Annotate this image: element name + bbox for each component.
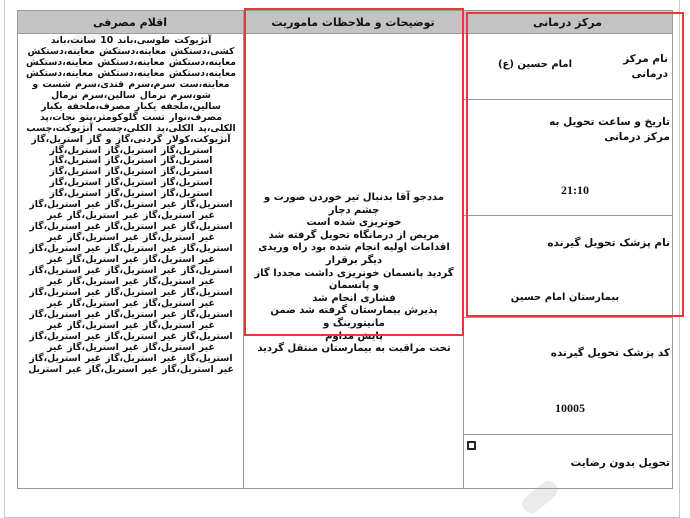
medical-center-name-label: نام مرکز درمانی: [623, 53, 668, 80]
row-divider: [463, 317, 672, 318]
physician-code-label: کد پزشک تحویل گیرنده: [550, 347, 670, 359]
notes-line: پذیرش بیمارستان گرفته شد ضمن مانیتورینگ و: [270, 305, 438, 329]
notes-line: پایش مداوم: [325, 330, 383, 342]
column-header-consumables: اقلام مصرفی: [17, 11, 243, 33]
delivery-without-consent-checkbox[interactable]: [467, 441, 476, 450]
row-divider: [463, 434, 672, 435]
column-divider-1: [243, 10, 244, 489]
table-border-bottom: [17, 488, 672, 489]
row-divider: [463, 99, 672, 100]
notes-line: مریض از درمانگاه تحویل گرفته شد: [268, 229, 440, 241]
notes-line: اقدامات اولیه انجام شده بود راه وریدی دیگر برقرار: [258, 242, 450, 266]
notes-line: گردید پانسمان خونریزی داشت مجددا گاز و پانسمان: [254, 267, 454, 292]
notes-line: فشاری انجام شد: [312, 292, 396, 304]
delivery-without-consent-label: تحویل بدون رضایت: [570, 457, 670, 469]
physician-code-value: 10005: [555, 401, 585, 415]
column-header-mission-notes: توضیحات و ملاحظات ماموریت: [243, 11, 463, 33]
table-border-header-bottom: [17, 33, 672, 34]
delivery-datetime-label: تاریخ و ساعت تحویل به مرکز درمانی: [549, 116, 670, 143]
receiving-physician-label: نام پزشک تحویل گیرنده: [547, 237, 670, 249]
receiving-physician-value: بیمارستان امام حسین: [510, 292, 620, 303]
column-divider-2: [463, 10, 464, 489]
table-border-left: [17, 10, 18, 489]
row-divider: [463, 215, 672, 216]
notes-line: تحت مراقبت به بیمارستان منتقل گردید: [257, 343, 451, 355]
notes-line: مددجو آقا بدنبال تیر خوردن صورت و چشم دچار: [264, 192, 444, 216]
mission-notes-text: [250, 192, 458, 356]
table-border-right: [672, 10, 673, 489]
column-header-medical-center: مرکز درمانی: [463, 11, 672, 33]
medical-center-name-value: امام حسین (ع): [497, 59, 573, 70]
notes-line: خونریزی شده است: [306, 217, 402, 229]
delivery-time-value: 21:10: [561, 183, 589, 197]
consumables-list: آنژیوکت طوسی،باند 10 سانت،باند کشی،دستکش معاینه،دستکش معاینه،دستکش معاینه،دستکش معاینه،دستکش معاینه،دستکش معاینه،دستکش معاینه،دستکش معاینه،دستکش معاینه،ست سرم،سرم قندی،سرم شست و شو،سرم نرمال سالین،سرم نرمال سالین،ملحفه یکبار مصرف،ملحفه یکبار مصرف،نوار تست گلوکومتر،پتو نجات،پد الکلی،پد الکلی،پد الکلی،چسب آنژیوکت،چسب آنژیوکت،کولار گردنی،گاز و گاز استریل،گاز استریل،گاز استریل،گاز استریل،گاز استریل،گاز استریل،گاز استریل،گاز استریل،گاز استریل،گاز استریل،گاز استریل،گاز استریل،گاز استریل،گاز استریل،گاز استریل،گاز استریل،گاز استریل،گاز غیر استریل،گاز غیر استریل،گاز غیر استریل،گاز غیر استریل،گاز غیر استریل،گاز غیر استریل،گاز غیر استریل،گاز غیر استریل،گاز غیر استریل،گاز غیر استریل،گاز غیر استریل،گاز غیر استریل،گاز غیر استریل،گاز غیر استریل،گاز غیر استریل،گاز غیر استریل،گاز غیر استریل،گاز غیر استریل،گاز غیر استریل،گاز غیر استریل،گاز غیر استریل،گاز غیر استریل،گاز غیر استریل،گاز غیر استریل،گاز غیر استریل،گاز غیر استریل،گاز غیر استریل،گاز غیر استریل،گاز غیر استریل،گاز غیر استریل،گاز غیر استریل،گاز غیر استریل،گاز غیر استریل،گاز غیر استریل،گاز غیر استریل،گاز غیر استریل،گاز غیر استریل،گاز غیر استریل،گاز غیر استریل،گاز غیر استریل: [25, 35, 237, 375]
table-border-top: [17, 10, 672, 11]
